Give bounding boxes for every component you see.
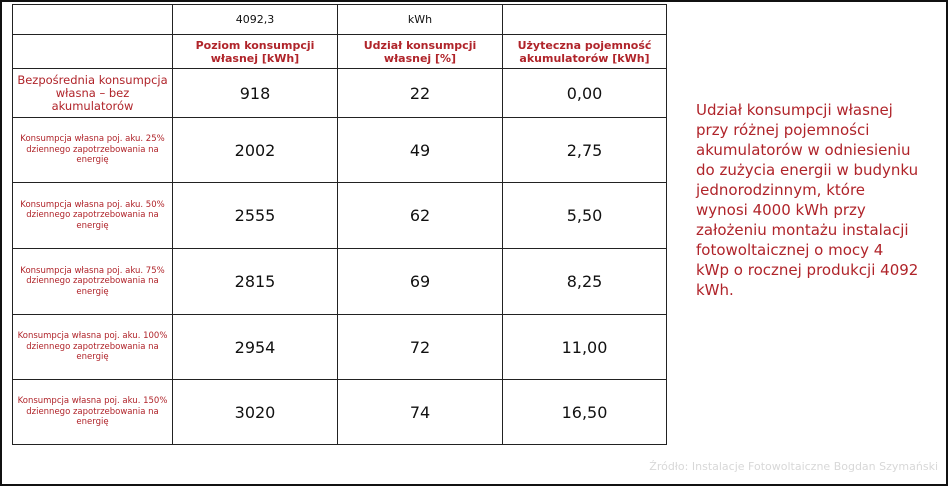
share-value: 72 <box>338 315 503 380</box>
share-value: 74 <box>338 380 503 445</box>
row-label: Bezpośrednia konsumpcja własna – bez akumulatorów <box>13 69 173 118</box>
production-value: 4092,3 <box>173 5 338 35</box>
row-label: Konsumpcja własna poj. aku. 50% dziennego zapotrzebowania na energię <box>13 183 173 249</box>
table-row <box>13 249 667 315</box>
level-value: 2954 <box>173 315 338 380</box>
source-note: Źródło: Instalacje Fotowoltaiczne Bogdan Szymański <box>649 460 938 473</box>
self-consumption-table <box>12 4 667 445</box>
level-value: 2815 <box>173 249 338 315</box>
table-row <box>13 69 667 118</box>
table-row <box>13 315 667 380</box>
table-row <box>13 183 667 249</box>
empty-cell <box>503 5 667 35</box>
header-row <box>13 35 667 69</box>
share-value: 22 <box>338 69 503 118</box>
production-unit: kWh <box>338 5 503 35</box>
level-value: 2002 <box>173 118 338 183</box>
share-value: 69 <box>338 249 503 315</box>
row-label: Konsumpcja własna poj. aku. 150% dziennego zapotrzebowania na energię <box>13 380 173 445</box>
header-capacity: Użyteczna pojemność akumulatorów [kWh] <box>503 35 667 69</box>
capacity-value: 2,75 <box>503 118 667 183</box>
row-label: Konsumpcja własna poj. aku. 75% dziennego zapotrzebowania na energię <box>13 249 173 315</box>
empty-cell <box>13 5 173 35</box>
capacity-value: 0,00 <box>503 69 667 118</box>
capacity-value: 16,50 <box>503 380 667 445</box>
table-row <box>13 380 667 445</box>
share-value: 62 <box>338 183 503 249</box>
share-value: 49 <box>338 118 503 183</box>
row-label: Konsumpcja własna poj. aku. 100% dziennego zapotrzebowania na energię <box>13 315 173 380</box>
header-share: Udział konsumpcji własnej [%] <box>338 35 503 69</box>
top-row <box>13 5 667 35</box>
header-level: Poziom konsumpcji własnej [kWh] <box>173 35 338 69</box>
empty-cell <box>13 35 173 69</box>
capacity-value: 5,50 <box>503 183 667 249</box>
description-text: Udział konsumpcji własnej przy różnej pojemności akumulatorów w odniesieniu do zużycia energii w budynku jednorodzinnym, które wynosi 4000 kWh przy założeniu montażu instalacji fotowoltaicznej o mocy 4 kWp o rocznej produkcji 4092 kWh. <box>696 101 919 299</box>
table-row <box>13 118 667 183</box>
level-value: 918 <box>173 69 338 118</box>
level-value: 3020 <box>173 380 338 445</box>
capacity-value: 11,00 <box>503 315 667 380</box>
capacity-value: 8,25 <box>503 249 667 315</box>
row-label: Konsumpcja własna poj. aku. 25% dziennego zapotrzebowania na energię <box>13 118 173 183</box>
level-value: 2555 <box>173 183 338 249</box>
